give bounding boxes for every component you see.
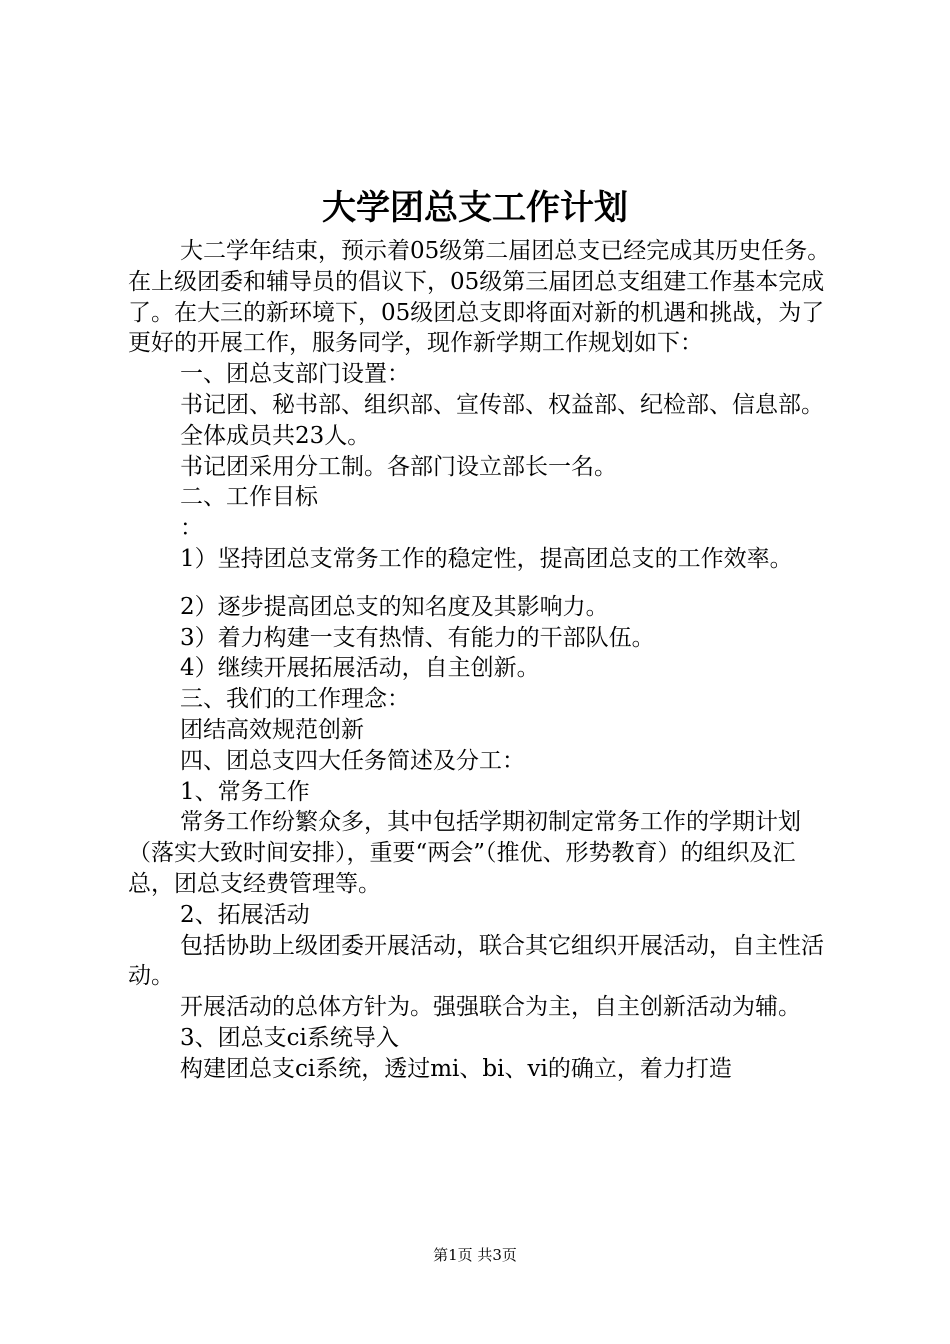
secretary-group-note: 书记团采用分工制。各部门设立部长一名。 xyxy=(180,453,617,480)
task-ci-text: 构建团总支ci系统，透过mi、bi、vi的确立，着力打造 xyxy=(180,1055,732,1082)
task-heading-ci: 3、团总支ci系统导入 xyxy=(180,1024,399,1051)
blank-line xyxy=(128,575,832,592)
goal-item-1: 1）坚持团总支常务工作的稳定性，提高团总支的工作效率。 xyxy=(180,545,793,572)
task-heading-routine: 1、常务工作 xyxy=(180,778,310,805)
intro-paragraph: 大二学年结束，预示着05级第二届团总支已经完成其历史任务。在上级团委和辅导员的倡议下，05级第三届团总支组建工作基本完成了。在大三的新环境下，05级团总支即将面对新的机遇和挑战，为了更好的开展工作，服务同学，现作新学期工作规划如下： xyxy=(128,238,831,357)
task-routine-text: 常务工作纷繁众多，其中包括学期初制定常务工作的学期计划（落实大致时间安排），重要“两会”（推优、形势教育）的组织及汇总，团总支经费管理等。 xyxy=(128,809,801,897)
goal-item-2: 2）逐步提高团总支的知名度及其影响力。 xyxy=(180,593,609,620)
goal-item-4: 4）继续开展拓展活动，自主创新。 xyxy=(180,655,540,682)
task-activities-policy: 开展活动的总体方针为。强强联合为主，自主创新活动为辅。 xyxy=(180,994,801,1021)
document-title: 大学团总支工作计划 xyxy=(322,188,628,228)
member-count: 全体成员共23人。 xyxy=(180,422,371,449)
document-body xyxy=(128,236,832,1085)
task-activities-text: 包括协助上级团委开展活动，联合其它组织开展活动，自主性活动。 xyxy=(128,932,824,990)
section-heading-tasks: 四、团总支四大任务简述及分工： xyxy=(180,747,525,774)
page-number-footer: 第1页 共3页 xyxy=(433,1246,517,1264)
task-heading-activities: 2、拓展活动 xyxy=(180,901,310,928)
goals-colon: ： xyxy=(180,515,203,542)
philosophy-text: 团结高效规范创新 xyxy=(180,716,364,743)
section-heading-philosophy: 三、我们的工作理念： xyxy=(180,686,410,713)
section-heading-departments: 一、团总支部门设置： xyxy=(180,361,410,388)
section-heading-goals: 二、工作目标 xyxy=(180,484,318,511)
goal-item-3: 3）着力构建一支有热情、有能力的干部队伍。 xyxy=(180,624,655,651)
departments-list: 书记团、秘书部、组织部、宣传部、权益部、纪检部、信息部。 xyxy=(180,391,824,418)
